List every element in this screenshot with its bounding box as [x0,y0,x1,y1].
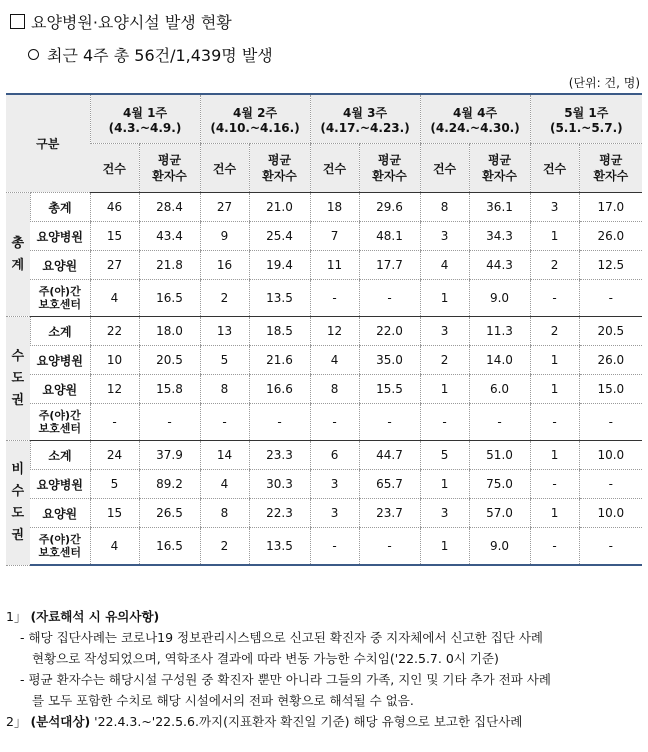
subtitle-text: 최근 4주 총 56건/1,439명 발생 [47,46,273,65]
cell-count: 2 [530,251,579,280]
circle-bullet-icon [28,49,39,60]
cell-count: 3 [420,317,469,346]
cell-avg: 22.3 [249,499,310,528]
cell-count: 14 [200,441,249,470]
table-row [6,499,642,528]
cell-count: 3 [310,499,359,528]
cell-avg: 44.3 [469,251,530,280]
cell-avg: - [579,404,642,441]
cell-count: 18 [310,193,359,222]
header-avg-patients: 평균 환자수 [359,144,420,193]
header-week [310,94,420,144]
header-category: 구분 [6,94,90,193]
cell-count: 3 [420,499,469,528]
cell-avg: - [139,404,200,441]
note-2 [6,711,551,732]
footnotes [6,606,551,732]
cell-avg: 17.0 [579,193,642,222]
table-row [6,280,642,317]
cell-avg: - [359,528,420,566]
cell-count: 2 [200,280,249,317]
note-2-text: '22.4.3.~'22.5.6.까지(지표환자 확진일 기준) 해당 유형으로 보고한 집단사례 [90,714,523,729]
cell-avg: 17.7 [359,251,420,280]
note-2-title: (분석대상) [30,714,91,729]
cell-count: - [310,280,359,317]
cell-count: 9 [200,222,249,251]
cell-avg: - [359,280,420,317]
note-1-line-1: - 해당 집단사례는 코로나19 정보관리시스템으로 신고된 확진자 중 지자체에서 신고한 집단 사례 [20,630,543,645]
cell-count: 1 [530,346,579,375]
cell-count: - [530,470,579,499]
header-count: 건수 [420,144,469,193]
week-range: (4.10.~4.16.) [210,120,300,135]
table-row [6,528,642,566]
cell-avg: - [579,470,642,499]
cell-avg: 21.6 [249,346,310,375]
note-2-marker: 2」 [6,714,27,729]
cell-count: - [200,404,249,441]
cell-count: 12 [310,317,359,346]
table-row [6,317,642,346]
cell-avg: 10.0 [579,441,642,470]
cell-count: 4 [200,470,249,499]
note-1-marker: 1」 [6,609,27,624]
cell-avg: 43.4 [139,222,200,251]
group-label: 총 계 [6,193,30,317]
cell-count: 1 [420,280,469,317]
cell-avg: 9.0 [469,280,530,317]
cell-count: 24 [90,441,139,470]
cell-avg: 15.8 [139,375,200,404]
cell-count: 10 [90,346,139,375]
cell-count: 16 [200,251,249,280]
cell-count: 3 [420,222,469,251]
row-label: 요양병원 [30,470,90,499]
cell-avg: 23.3 [249,441,310,470]
cell-count: 8 [200,499,249,528]
cell-count: - [420,404,469,441]
cell-count: 12 [90,375,139,404]
cell-count: - [310,404,359,441]
cell-count: 5 [200,346,249,375]
week-range: (4.24.~4.30.) [430,120,520,135]
week-label: 5월 1주 [564,105,609,120]
week-range: (4.17.~4.23.) [320,120,410,135]
header-count: 건수 [200,144,249,193]
cell-count: 22 [90,317,139,346]
table-row [6,470,642,499]
table-row [6,375,642,404]
row-label: 주(야)간 보호센터 [30,280,90,317]
cell-avg: 19.4 [249,251,310,280]
unit-label: (단위: 건, 명) [568,76,640,90]
cell-avg: 26.5 [139,499,200,528]
row-label: 요양병원 [30,222,90,251]
header-count: 건수 [530,144,579,193]
cell-count: 2 [530,317,579,346]
cell-count: - [530,280,579,317]
cell-count: 8 [200,375,249,404]
cell-count: 15 [90,222,139,251]
cell-avg: 16.6 [249,375,310,404]
cell-avg: 12.5 [579,251,642,280]
note-1-title: (자료해석 시 유의사항) [30,609,160,624]
row-label: 총계 [30,193,90,222]
table-row [6,346,642,375]
header-avg-patients: 평균 환자수 [139,144,200,193]
table-row [6,193,642,222]
header-avg-patients: 평균 환자수 [579,144,642,193]
cell-avg: 75.0 [469,470,530,499]
cell-avg: 13.5 [249,528,310,566]
table-row [6,222,642,251]
week-range: (4.3.~4.9.) [108,120,182,135]
row-label: 주(야)간 보호센터 [30,404,90,441]
cell-avg: 15.0 [579,375,642,404]
cell-count: 1 [420,375,469,404]
cell-avg: 89.2 [139,470,200,499]
cell-count: 15 [90,499,139,528]
cell-count: 13 [200,317,249,346]
cell-avg: 48.1 [359,222,420,251]
header-week [90,94,200,144]
cell-count: - [90,404,139,441]
cell-count: 1 [530,441,579,470]
group-label: 수 도 권 [6,317,30,441]
cell-avg: 13.5 [249,280,310,317]
cell-avg: 65.7 [359,470,420,499]
cell-avg: 21.8 [139,251,200,280]
cell-count: 1 [420,528,469,566]
cell-avg: 35.0 [359,346,420,375]
cell-count: 1 [420,470,469,499]
cell-avg: 23.7 [359,499,420,528]
header-week [200,94,310,144]
cell-avg: 22.0 [359,317,420,346]
cell-avg: 18.5 [249,317,310,346]
cell-avg: 20.5 [139,346,200,375]
cell-avg: 26.0 [579,346,642,375]
checkbox-square-icon [10,14,25,29]
header-week [420,94,530,144]
week-label: 4월 2주 [232,105,278,120]
cell-count: 4 [90,280,139,317]
cell-count: 8 [310,375,359,404]
cell-count: - [530,404,579,441]
header-count: 건수 [310,144,359,193]
cell-avg: - [249,404,310,441]
cell-count: 4 [310,346,359,375]
table-row [6,404,642,441]
cell-count: 1 [530,222,579,251]
cell-count: 46 [90,193,139,222]
cell-count: 4 [420,251,469,280]
cell-avg: 6.0 [469,375,530,404]
cell-count: 6 [310,441,359,470]
cell-count: 3 [310,470,359,499]
cell-avg: 28.4 [139,193,200,222]
table-row [6,251,642,280]
cell-avg: 15.5 [359,375,420,404]
cell-avg: - [359,404,420,441]
note-1-line-4: 를 모두 포함한 수치로 해당 시설에서의 전파 현황으로 해석될 수 없음. [32,693,414,708]
header-week [530,94,642,144]
cell-avg: 16.5 [139,280,200,317]
header-avg-patients: 평균 환자수 [469,144,530,193]
cell-avg: 10.0 [579,499,642,528]
cell-avg: 11.3 [469,317,530,346]
week-label: 4월 3주 [342,105,388,120]
cell-avg: 34.3 [469,222,530,251]
cell-count: 5 [420,441,469,470]
row-label: 주(야)간 보호센터 [30,528,90,566]
row-label: 요양병원 [30,346,90,375]
title-text: 요양병원·요양시설 발생 현황 [31,13,232,32]
row-label: 요양원 [30,251,90,280]
cell-count: 7 [310,222,359,251]
week-label: 4월 4주 [453,105,498,120]
cell-count: 1 [530,375,579,404]
cell-count: 5 [90,470,139,499]
note-1-line-3: - 평균 환자수는 해당시설 구성원 중 확진자 뿐만 아니라 그들의 가족, 지인 및 기타 추가 전파 사례 [20,672,551,687]
cell-avg: 25.4 [249,222,310,251]
cell-avg: 16.5 [139,528,200,566]
header-avg-patients: 평균 환자수 [249,144,310,193]
cell-count: 2 [420,346,469,375]
cell-count: 11 [310,251,359,280]
cell-count: 27 [200,193,249,222]
cell-avg: 21.0 [249,193,310,222]
group-label: 비 수 도 권 [6,441,30,566]
cell-count: 4 [90,528,139,566]
cell-count: - [530,528,579,566]
cell-avg: 44.7 [359,441,420,470]
cell-count: 1 [530,499,579,528]
cell-avg: 37.9 [139,441,200,470]
cell-avg: - [579,528,642,566]
row-label: 소계 [30,317,90,346]
cell-avg: 26.0 [579,222,642,251]
week-range: (5.1.~5.7.) [549,120,623,135]
note-1-line-2: 현황으로 작성되었으며, 역학조사 결과에 따라 변동 가능한 수치임('22.5.7. 0시 기준) [32,651,499,666]
page-title [10,10,232,33]
cell-avg: 9.0 [469,528,530,566]
table-row [6,441,642,470]
cell-count: 8 [420,193,469,222]
subtitle [28,43,273,66]
outbreak-table [6,93,642,566]
cell-avg: - [469,404,530,441]
cell-avg: 36.1 [469,193,530,222]
cell-avg: - [579,280,642,317]
cell-count: 3 [530,193,579,222]
row-label: 소계 [30,441,90,470]
row-label: 요양원 [30,375,90,404]
row-label: 요양원 [30,499,90,528]
cell-avg: 18.0 [139,317,200,346]
note-1-heading [6,606,551,627]
cell-avg: 57.0 [469,499,530,528]
cell-count: - [310,528,359,566]
cell-avg: 29.6 [359,193,420,222]
cell-avg: 14.0 [469,346,530,375]
header-count: 건수 [90,144,139,193]
cell-avg: 30.3 [249,470,310,499]
week-label: 4월 1주 [122,105,168,120]
cell-avg: 20.5 [579,317,642,346]
cell-count: 27 [90,251,139,280]
cell-avg: 51.0 [469,441,530,470]
cell-count: 2 [200,528,249,566]
